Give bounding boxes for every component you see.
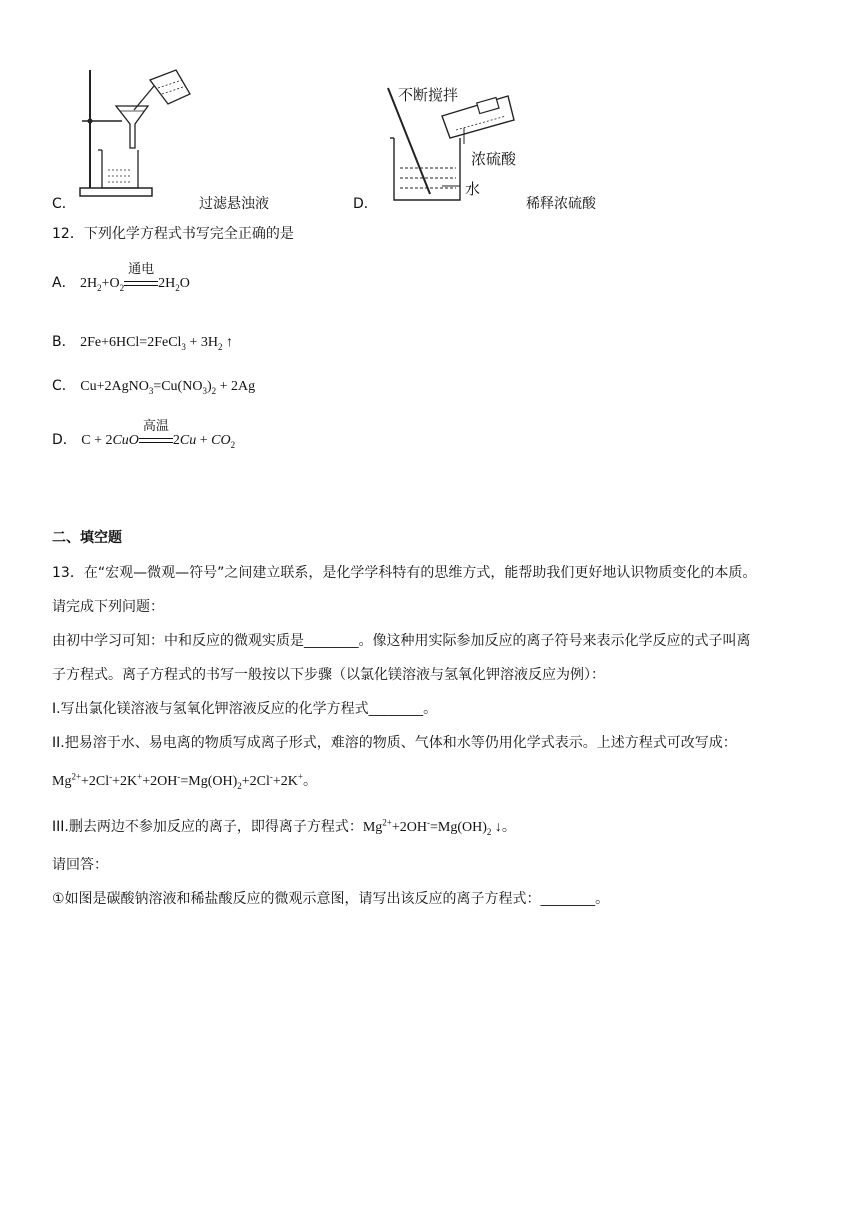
answer-blank-3[interactable]: _______ [540, 890, 596, 906]
option-b-letter: B． [52, 334, 76, 350]
ionic-equation-full-expr: $Mg^{2+}+2Cl^-+2K^++2OH^-=Mg(OH)_2+2Cl^-+2K^+$ [52, 771, 303, 791]
label-conc-acid: 浓硫酸 [471, 150, 517, 168]
ionic-equation-full [52, 770, 317, 790]
step-3-end: 。 [501, 819, 516, 835]
ionic-equation-full-end: 。 [302, 773, 317, 789]
question-13-line-3-a: 由初中学习可知：中和反应的微观实质是 [52, 633, 304, 649]
figure-d-letter: D． [353, 196, 378, 212]
step-1-text: I.写出氯化镁溶液与氢氧化钾溶液反应的化学方程式 [52, 701, 369, 717]
sub-question-1-end: 。 [595, 891, 610, 907]
condition-high-temp [139, 419, 173, 449]
question-13-line-3 [52, 630, 751, 650]
question-13-line-3-b: 。像这种用实际参加反应的离子符号来表示化学反应的式子叫离 [358, 633, 751, 649]
question-13-line-2: 请完成下列问题： [52, 599, 164, 615]
section-title-fill-blank: 二、填空题 [52, 530, 122, 546]
ask-prompt: 请回答： [52, 857, 108, 873]
option-c [52, 375, 255, 395]
label-stirring: 不断搅拌 [398, 86, 459, 104]
question-12-stem: 12．下列化学方程式书写完全正确的是 [52, 226, 294, 242]
step-2: II.把易溶于水、易电离的物质写成离子形式，难溶的物质、气体和水等仍用化学式表示。上述方程式可改写成： [52, 735, 737, 751]
question-13-line-4: 子方程式。离子方程式的书写一般按以下步骤（以氯化镁溶液与氢氧化钾溶液反应为例）： [52, 667, 605, 683]
sub-question-1 [52, 888, 609, 908]
option-d [52, 419, 236, 450]
option-b-equation: 2Fe+6HCl=2FeCl$_3$ + $3H_2$ ↑ [80, 335, 233, 352]
ionic-equation-net: $Mg^{2+}+2OH^-=Mg(OH)_2$ ↓ [362, 817, 502, 837]
label-water: 水 [465, 180, 481, 198]
step-3-text: III.删去两边不参加反应的离子，即得离子方程式： [52, 819, 363, 835]
condition-electrolysis-label: 通电 [128, 262, 155, 277]
option-b [52, 331, 233, 351]
option-a-letter: A． [52, 275, 76, 291]
figure-c-caption: 过滤悬浊液 [199, 196, 269, 212]
option-c-equation: $Cu+2AgNO_3=Cu(NO_3)_2 + 2Ag$ [80, 379, 256, 396]
step-3 [52, 816, 516, 836]
step-1-end: 。 [423, 701, 438, 717]
option-d-letter: D． [52, 432, 77, 448]
step-1 [52, 698, 437, 718]
option-a [52, 262, 190, 293]
answer-blank-1[interactable]: _______ [304, 632, 359, 648]
sub-question-1-text: ①如图是碳酸钠溶液和稀盐酸反应的微观示意图，请写出该反应的离子方程式： [52, 891, 541, 907]
filtration-apparatus-figure [72, 66, 197, 201]
condition-electrolysis [124, 262, 158, 292]
question-13-line-1: 13．在“宏观—微观—符号”之间建立联系，是化学学科特有的思维方式，能帮助我们更好地认识物质变化的本质。 [52, 565, 757, 581]
option-c-letter: C． [52, 378, 76, 394]
condition-high-temp-label: 高温 [142, 419, 169, 434]
answer-blank-2[interactable]: _______ [368, 700, 424, 716]
figure-c-letter: C． [52, 196, 76, 212]
option-d-equation: C + 2CuO 高温 $2Cu + CO_2$ [81, 433, 235, 448]
option-a-equation: $2H_2+O_2$ 通电 $2H_2O$ [80, 276, 190, 291]
figure-d-caption: 稀释浓硫酸 [526, 196, 596, 212]
